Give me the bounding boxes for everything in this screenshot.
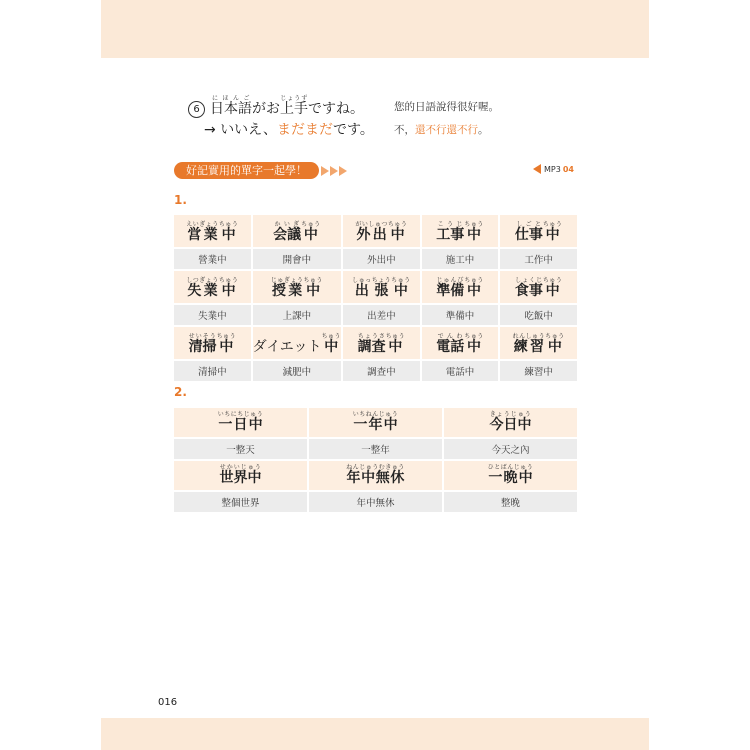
vocab-word: 清掃せいそう 中ちゅう bbox=[174, 327, 251, 359]
example-sentence-question: 6 日本語にほんごがお上手じょうずですね。 bbox=[188, 95, 364, 118]
vocab-word: 工事こうじ 中ちゅう bbox=[422, 215, 499, 247]
vocab-word: 食事しょくじ 中ちゅう bbox=[500, 271, 577, 303]
word-nihongo: 日本語にほんご bbox=[210, 95, 252, 117]
vocab-meaning: 準備中 bbox=[422, 305, 499, 325]
vocab-meaning: 一整年 bbox=[309, 439, 442, 459]
vocab-meaning: 開會中 bbox=[253, 249, 341, 269]
answer-highlight: まだまだ bbox=[277, 122, 334, 138]
vocab-meaning: 年中無休 bbox=[309, 492, 442, 512]
book-page bbox=[101, 0, 649, 750]
vocab-word: 一晩中ひとばんじゅう bbox=[444, 461, 577, 490]
vocab-word: ダイエット 中ちゅう bbox=[253, 327, 341, 359]
vocab-meaning: 施工中 bbox=[422, 249, 499, 269]
vocab-word: 営業えいぎょう 中ちゅう bbox=[174, 215, 251, 247]
vocab-section-header bbox=[174, 162, 348, 179]
top-band bbox=[101, 0, 649, 58]
section-number-1: 1. bbox=[174, 193, 187, 207]
vocab-meaning: 練習中 bbox=[500, 361, 577, 381]
sentence-number-badge: 6 bbox=[188, 101, 205, 118]
translation-question: 您的日語說得很好喔。 bbox=[394, 101, 499, 113]
vocab-word: 一年中いちねんじゅう bbox=[309, 408, 442, 437]
vocab-word: 仕事しごと 中ちゅう bbox=[500, 215, 577, 247]
vocab-meaning: 失業中 bbox=[174, 305, 251, 325]
vocab-word: 練習れんしゅう 中ちゅう bbox=[500, 327, 577, 359]
speaker-icon bbox=[533, 164, 541, 174]
vocab-word: 会議かいぎ 中ちゅう bbox=[253, 215, 341, 247]
vocab-word: 出張しゅっちょう 中ちゅう bbox=[343, 271, 420, 303]
vocab-meaning: 一整天 bbox=[174, 439, 307, 459]
triple-arrow-icon bbox=[321, 166, 348, 176]
vocab-word: 外出がいしゅつ 中ちゅう bbox=[343, 215, 420, 247]
arrow-icon: → bbox=[204, 122, 216, 138]
section-number-2: 2. bbox=[174, 385, 187, 399]
bottom-band bbox=[101, 718, 649, 750]
vocab-meaning: 工作中 bbox=[500, 249, 577, 269]
vocab-table-2 bbox=[174, 408, 577, 512]
vocab-word: 授業じゅぎょう 中ちゅう bbox=[253, 271, 341, 303]
vocab-meaning: 調查中 bbox=[343, 361, 420, 381]
page-number: 016 bbox=[158, 697, 178, 708]
vocab-word: 一日中いちにちじゅう bbox=[174, 408, 307, 437]
vocab-meaning: 外出中 bbox=[343, 249, 420, 269]
vocab-word: 準備じゅんび 中ちゅう bbox=[422, 271, 499, 303]
vocab-meaning: 整個世界 bbox=[174, 492, 307, 512]
word-jouzu: 上手じょうず bbox=[280, 95, 308, 117]
vocab-table-1 bbox=[174, 215, 577, 381]
vocab-meaning: 電話中 bbox=[422, 361, 499, 381]
vocab-meaning: 清掃中 bbox=[174, 361, 251, 381]
section-title-pill: 好記實用的單字一起學！ bbox=[174, 162, 319, 179]
vocab-meaning: 上課中 bbox=[253, 305, 341, 325]
vocab-meaning: 吃飯中 bbox=[500, 305, 577, 325]
vocab-word: 電話でんわ 中ちゅう bbox=[422, 327, 499, 359]
translation-answer: 不，還不行還不行。 bbox=[394, 124, 489, 136]
vocab-meaning: 整晚 bbox=[444, 492, 577, 512]
mp3-track-label: MP3 04 bbox=[533, 164, 574, 174]
vocab-meaning: 出差中 bbox=[343, 305, 420, 325]
example-sentence-answer: → いいえ、まだまだです。 bbox=[204, 122, 374, 138]
vocab-word: 年中無休ねんじゅうむきゅう bbox=[309, 461, 442, 490]
vocab-word: 今日中きょうじゅう bbox=[444, 408, 577, 437]
vocab-meaning: 減肥中 bbox=[253, 361, 341, 381]
vocab-meaning: 今天之內 bbox=[444, 439, 577, 459]
vocab-meaning: 營業中 bbox=[174, 249, 251, 269]
vocab-word: 調査ちょうさ 中ちゅう bbox=[343, 327, 420, 359]
vocab-word: 失業しつぎょう 中ちゅう bbox=[174, 271, 251, 303]
vocab-word: 世界中せかいじゅう bbox=[174, 461, 307, 490]
